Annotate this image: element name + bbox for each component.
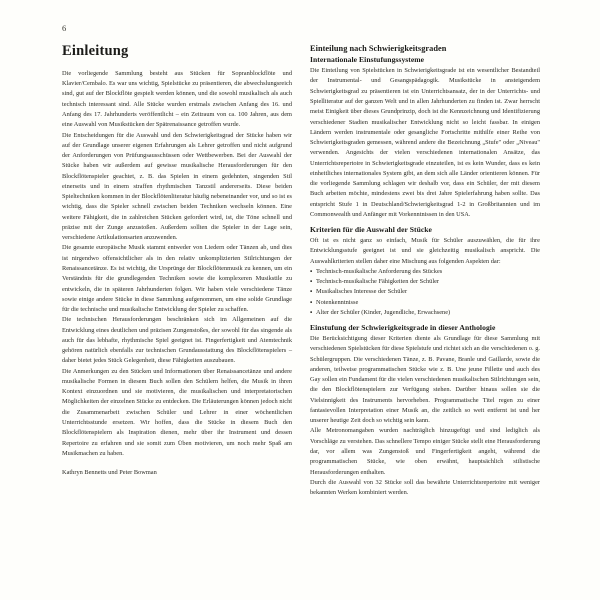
criteria-list <box>310 267 540 318</box>
list-item <box>310 287 540 297</box>
section-heading: Einteilung nach Schwierigkeitsgraden <box>310 44 447 53</box>
author-signature: Kathryn Bennetts und Peter Bowman <box>62 469 157 477</box>
list-item-label: Technisch-musikalische Fähigkeiten der Schüler <box>316 278 440 286</box>
list-item-label: Notenkenntnisse <box>316 298 359 306</box>
paragraph: Die technischen Herausforderungen beschränken sich im Allgemeinen auf die Entwicklung eines deutlichen und präzisen Zungenstoßes, der sowohl für das singende als auch für das lebhafte, rhythmische Spiel geeignet ist. Fingerfertigkeit und Atemtechnik gehören natürlich ebenfalls zur technischen Grundausstattung des Blockflötenspielers – daher bietet jedes Stück Gelegenheit, diese Fähigkeiten auszubauen. <box>62 316 292 365</box>
paragraph: Die Anmerkungen zu den Stücken und Informationen über Renaissancetänze und andere musikalische Formen in diesem Buch sollen den Schülern helfen, die Musik in ihren Kontext einzuordnen und sie motivieren, die musikalischen und interpretatorischen Möglichkeiten der einzelnen Stücke zu entdecken. Die Erläuterungen können jedoch nicht die Zusammenarbeit zwischen Schüler und Lehrer in einer wöchentlichen Unterrichtsstunde ersetzen. Wir hoffen, dass die Stücke in diesem Buch den Blockflötenspielern als Inspiration dienen, mehr über ihr Instrument und dessen Repertoire zu erfahren und sie somit zum Üben motivieren, um noch mehr Spaß am Musikmachen zu haben. <box>62 367 292 457</box>
list-item <box>310 308 540 318</box>
paragraph: Alle Metronomangaben wurden nachträglich hinzugefügt und sind lediglich als Vorschläge zu verstehen. Das schnellere Tempo einiger Stücke stellt eine Herausforderung dar, vor allem was Zungenstoß und Fingerfertigkeit angeht, während die programmatischen Stücke, wie oben erwähnt, hauptsächlich stilistische Herausforderungen enthalten. <box>310 427 540 476</box>
paragraph: Durch die Auswahl von 32 Stücke soll das bewährte Unterrichtsrepertoire mit weniger bekannten Werken kombiniert werden. <box>310 478 540 497</box>
list-item-label: Alter der Schüler (Kinder, Jugendliche, Erwachsene) <box>316 308 451 316</box>
paragraph: Die vorliegende Sammlung besteht aus Stücken für Sopranblockflöte und Klavier/Cembalo. Es war uns wichtig, Spielstücke zu präsentieren, die abwechslungsreich sind, gut auf der Blockflöte gespielt werden können, und die sowohl musikalisch als auch technisch interessant sind. Alle Stücke wurden erstmals zwischen Anfang des 16. und Anfang des 17. Jahrhunderts veröffentlicht – ein Zeitraum von ca. 100 Jahren, aus dem eine Auswahl von Musikstücken der Spätrenaissance getroffen wurde. <box>62 69 292 129</box>
page-title: Einleitung <box>62 43 129 59</box>
list-item-label: Technisch-musikalische Anforderung des Stückes <box>316 267 443 275</box>
left-column <box>62 44 292 498</box>
list-item-label: Musikalisches Interesse der Schüler <box>316 288 408 296</box>
right-column <box>310 44 540 498</box>
list-item <box>310 298 540 308</box>
bullet-icon: ▪ <box>310 278 313 286</box>
subsection-heading-3: Einstufung der Schwierigkeitsgrade in dieser Anthologie <box>310 323 496 333</box>
subsection-heading-2: Kriterien für die Auswahl der Stücke <box>310 225 432 235</box>
paragraph: Oft ist es nicht ganz so einfach, Musik für Schüler auszuwählen, die für ihre Entwicklungsstufe geeignet ist und sie gleichzeitig musikalisch anspricht. Die Auswahlkriterien stellen daher eine Mischung aus folgenden Aspekten dar: <box>310 237 540 265</box>
paragraph: Die Einteilung von Spielstücken in Schwierigkeitsgrade ist ein wesentlicher Bestandteil der Instrumental- und Gesangspädagogik. Musikstücke in ansteigendem Schwierigkeitsgrad zu präsentieren ist ein Unterrichtsansatz, der in der Unterrichts- und Spielliteratur auf der ganzen Welt und in allen Jahrhunderten zu finden ist. Zwar herrscht meist Einigkeit über dieses Grundprinzip, doch ist die Kennzeichnung und Identifizierung verschiedener Stadien musikalischer Entwicklung nicht so leicht fassbar. In einigen Ländern werden instrumentale oder gesangliche Fortschritte mithilfe einer Reihe von Schwierigkeitsgraden gemessen, während andere die Bezeichnung „Stufe" oder „Niveau" verwenden. Angesichts der vielen verschiedenen internationalen Ansätze, das Unterrichtsrepertoire in Schwierigkeitsgrade einzuteilen, ist es kein Wunder, dass es kein einheitliches internationales System gibt, an dem sich alle Länder orientieren können. Für die vorliegende Sammlung schlagen wir deshalb vor, dass ein Schüler, der mit diesem Buch arbeiten möchte, mindestens zwei bis drei Jahre Spielerfahrung haben sollte. Das entspricht Stufe 1 in Deutschland/Schwierigkeitsgrad 1-2 in Großbritannien und im Commonwealth und Anfänger mit Vorkenntnissen in den USA. <box>310 67 540 218</box>
subsection-heading-1: Internationale Einstufungssysteme <box>310 55 425 65</box>
bullet-icon: ▪ <box>310 267 313 275</box>
bullet-icon: ▪ <box>310 288 313 296</box>
page-number: 6 <box>62 23 67 33</box>
paragraph: Die Berücksichtigung dieser Kriterien diente als Grundlage für diese Sammlung mit verschiedenen Spielstücken für diese Spielstufe und richtet sich an die verschiedenen o. g. Schülergruppen. Die verschiedenen Tänze, z. B. Pavane, Branle und Gaillarde, sowie die anderen, teilweise programmatischen Stücke wie z. B. Une jeune Fillette und auch des Gay sollen ein Fundament für die vielen verschiedenen musikalischen Stilrichtungen sein, die den Blockflötenspielern zur Verfügung stehen. Darüber hinaus sollen sie die Vielsinnigkeit des Instruments hervorheben. Programmatische Titel regen zu einer fantasievollen Interpretation einer Musik an, die zeitlich so weit entfernt ist und her unserer heutige Zeit doch so wichtig sein kann. <box>310 335 540 425</box>
list-item <box>310 277 540 287</box>
bullet-icon: ▪ <box>310 298 313 306</box>
paragraph: Die Entscheidungen für die Auswahl und den Schwierigkeitsgrad der Stücke haben wir auf der Grundlage unserer eigenen Erfahrungen als Lehrer getroffen und nicht aufgrund der Anforderungen von Prüfungsausschüssen oder Wettbewerben. Bei der Auswahl der Stücke haben wir außerdem auf gewisse musikalische Herausforderungen für den Blockflötenspieler geachtet, z. B. das Spielen in einem gedehnten, singenden Stil einerseits und in einem straffen rhythmischen Tanzstil andererseits. Diese beiden Spieltechniken kommen in der Blockflötenliteratur häufig nebeneinander vor, und so ist es wichtig, dass die Spieler schnell zwischen beiden Techniken wechseln können. Eine weitere Fähigkeit, die in zahlreichen Stücken gefordert wird, ist, die Töne schnell und präzise mit der Zunge anzustoßen. Außerdem sollten die Spieler in der Lage sein, verschiedene Artikulationsarten anzuwenden. <box>62 131 292 242</box>
list-item <box>310 267 540 277</box>
two-column-layout <box>62 44 540 498</box>
bullet-icon: ▪ <box>310 308 313 316</box>
paragraph: Die gesamte europäische Musik stammt entweder von Liedern oder Tänzen ab, und dies ist nirgendwo offensichtlicher als in den relativ unkomplizierten Stilrichtungen der Renaissancetänze. Es ist wichtig, die Ursprünge der Blockflötenmusik zu kennen, um ein Verständnis für die grundlegenden Techniken sowie die komplexeren Musikstile zu entwickeln, die in späteren Jahrhunderten folgen. Wir haben viele verschiedene Tänze sowie einige andere Stücke in diese Sammlung aufgenommen, um eine solide Grundlage für die technische und musikalische Entwicklung der Spieler zu schaffen. <box>62 244 292 314</box>
spacer <box>62 459 292 468</box>
